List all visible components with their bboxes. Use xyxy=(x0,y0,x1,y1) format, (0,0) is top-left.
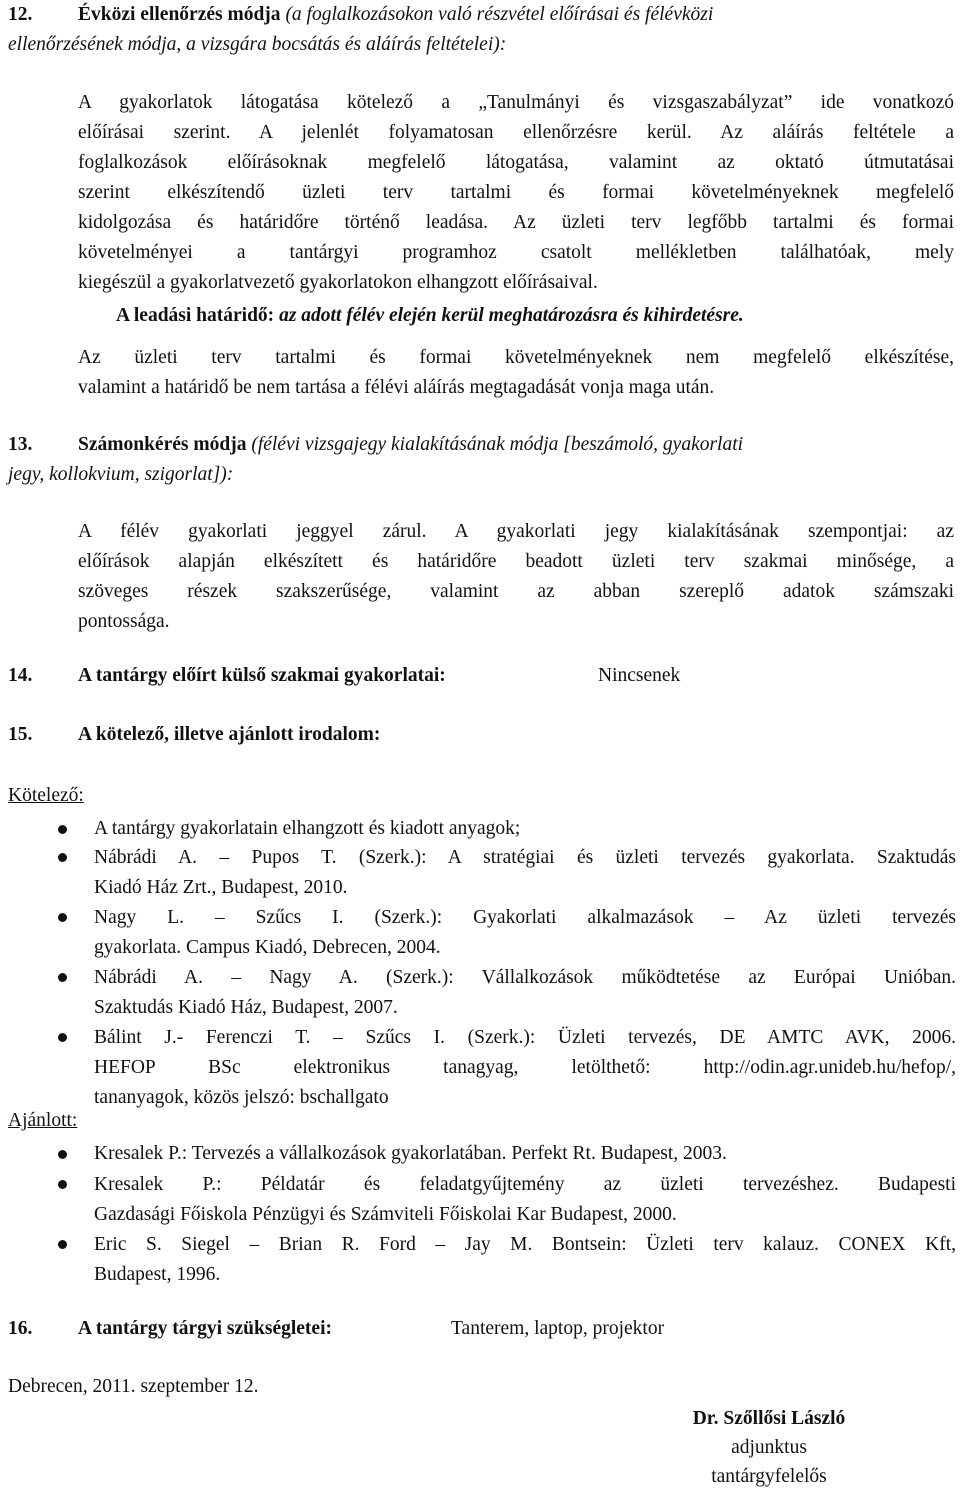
section-13-subtitle-cont: jegy, kollokvium, szigorlat]): xyxy=(8,464,234,485)
section-12-title: Évközi ellenőrzés módja xyxy=(78,4,281,25)
signer-role: tantárgyfelelős xyxy=(711,1466,827,1487)
item-line: Gazdasági Főiskola Pénzügyi és Számviteli Főiskolai Kar Budapest, 2000. xyxy=(94,1204,677,1225)
item-line: Szaktudás Kiadó Ház, Budapest, 2007. xyxy=(94,997,398,1018)
section-12-subtitle-cont: ellenőrzésének módja, a vizsgára bocsátás és aláírás feltételei): xyxy=(8,34,507,55)
paragraph-line: pontossága. xyxy=(78,611,170,632)
bullet-icon xyxy=(58,1180,67,1189)
paragraph-line: szöveges részek szakszerűsége, valamint az abban szereplő adatok számszaki xyxy=(78,581,954,602)
recommended-item xyxy=(94,1230,956,1290)
paragraph-line: kiegészül a gyakorlatvezető gyakorlatokon elhangzott előírásaival. xyxy=(78,272,598,293)
section-15-title: A kötelező, illetve ajánlott irodalom: xyxy=(78,724,381,745)
bullet-icon xyxy=(58,1033,67,1042)
bullet-icon xyxy=(58,913,67,922)
section-16-number: 16. xyxy=(8,1318,33,1339)
place-date: Debrecen, 2011. szeptember 12. xyxy=(8,1376,259,1397)
note-line: Az üzleti terv tartalmi és formai követelményeknek nem megfelelő elkészítése, xyxy=(78,347,954,368)
signer-title: adjunktus xyxy=(731,1437,807,1458)
item-line: tananyagok, közös jelszó: bschallgato xyxy=(94,1087,389,1108)
required-item xyxy=(94,963,956,1023)
item-line: Kresalek P.: Példatár és feladatgyűjtemény az üzleti tervezéshez. Budapesti xyxy=(94,1174,956,1195)
section-12-paragraph xyxy=(78,88,954,298)
item-line: Kresalek P.: Tervezés a vállalkozások gyakorlatában. Perfekt Rt. Budapest, 2003. xyxy=(94,1143,727,1164)
bullet-icon xyxy=(58,1150,67,1159)
note-line: valamint a határidő be nem tartása a félévi aláírás megtagadását vonja maga után. xyxy=(78,377,715,398)
recommended-item xyxy=(94,1170,956,1230)
paragraph-line: előírások alapján elkészített és határidőre beadott üzleti terv szakmai minősége, a xyxy=(78,551,954,572)
section-12-subtitle: (a foglalkozásokon való részvétel előírásai és félévközi xyxy=(285,4,714,25)
section-16-value: Tanterem, laptop, projektor xyxy=(451,1318,665,1339)
bullet-icon xyxy=(58,973,67,982)
bullet-icon xyxy=(58,825,67,834)
paragraph-line: A gyakorlatok látogatása kötelező a „Tanulmányi és vizsgaszabályzat” ide vonatkozó xyxy=(78,92,954,113)
section-12-heading xyxy=(78,4,713,26)
recommended-label: Ajánlott: xyxy=(8,1110,78,1131)
item-line: gyakorlata. Campus Kiadó, Debrecen, 2004. xyxy=(94,937,441,958)
signature-block xyxy=(620,1404,918,1491)
deadline-line xyxy=(116,305,744,327)
item-line: Nagy L. – Szűcs I. (Szerk.): Gyakorlati alkalmazások – Az üzleti tervezés xyxy=(94,907,956,928)
item-line: Kiadó Ház Zrt., Budapest, 2010. xyxy=(94,877,348,898)
deadline-label: A leadási határidő: xyxy=(116,305,275,326)
section-14-number: 14. xyxy=(8,665,33,686)
item-line: Bálint J.- Ferenczi T. – Szűcs I. (Szerk.): Üzleti tervezés, DE AMTC AVK, 2006. xyxy=(94,1027,956,1048)
required-item xyxy=(94,814,956,844)
paragraph-line: kidolgozása és határidőre történő leadása. Az üzleti terv legfőbb tartalmi és formai xyxy=(78,212,954,233)
deadline-value: az adott félév elején kerül meghatározásra és kihirdetésre. xyxy=(279,305,744,326)
required-item xyxy=(94,903,956,963)
section-16-title: A tantárgy tárgyi szükségletei: xyxy=(78,1318,332,1339)
section-13-title: Számonkérés módja xyxy=(78,434,247,455)
paragraph-line: előírásai szerint. A jelenlét folyamatosan ellenőrzésre kerül. Az aláírás feltétele a xyxy=(78,122,954,143)
section-13-number: 13. xyxy=(8,434,33,455)
section-14-title: A tantárgy előírt külső szakmai gyakorlatai: xyxy=(78,665,446,686)
section-13-heading xyxy=(78,434,743,456)
paragraph-line: szerint elkészítendő üzleti terv tartalmi és formai követelményeknek megfelelő xyxy=(78,182,954,203)
item-line: A tantárgy gyakorlatain elhangzott és kiadott anyagok; xyxy=(94,818,521,839)
section-15-number: 15. xyxy=(8,724,33,745)
required-item xyxy=(94,843,956,903)
paragraph-line: A félév gyakorlati jeggyel zárul. A gyakorlati jegy kialakításának szempontjai: az xyxy=(78,521,954,542)
required-item xyxy=(94,1023,956,1113)
bullet-icon xyxy=(58,853,67,862)
paragraph-line: követelményei a tantárgyi programhoz csatolt mellékletben találhatóak, mely xyxy=(78,242,954,263)
paragraph-line: foglalkozások előírásoknak megfelelő látogatása, valamint az oktató útmutatásai xyxy=(78,152,954,173)
signer-name: Dr. Szőllősi László xyxy=(692,1408,846,1429)
item-line: Eric S. Siegel – Brian R. Ford – Jay M. Bontsein: Üzleti terv kalauz. CONEX Kft, xyxy=(94,1234,956,1255)
section-14-value: Nincsenek xyxy=(598,665,681,686)
section-13-subtitle: (félévi vizsgajegy kialakításának módja [beszámoló, gyakorlati xyxy=(251,434,744,455)
section-12-number: 12. xyxy=(8,4,33,25)
recommended-item xyxy=(94,1139,956,1169)
bullet-icon xyxy=(58,1240,67,1249)
item-line: HEFOP BSc elektronikus tanagyag, letölthető: http://odin.agr.unideb.hu/hefop/, xyxy=(94,1057,956,1078)
item-line: Nábrádi A. – Nagy A. (Szerk.): Vállalkozások működtetése az Európai Unióban. xyxy=(94,967,956,988)
section-12-note xyxy=(78,343,954,403)
required-label: Kötelező: xyxy=(8,785,84,806)
item-line: Budapest, 1996. xyxy=(94,1264,221,1285)
item-line: Nábrádi A. – Pupos T. (Szerk.): A stratégiai és üzleti tervezés gyakorlata. Szaktudás xyxy=(94,847,956,868)
section-13-paragraph xyxy=(78,517,954,637)
